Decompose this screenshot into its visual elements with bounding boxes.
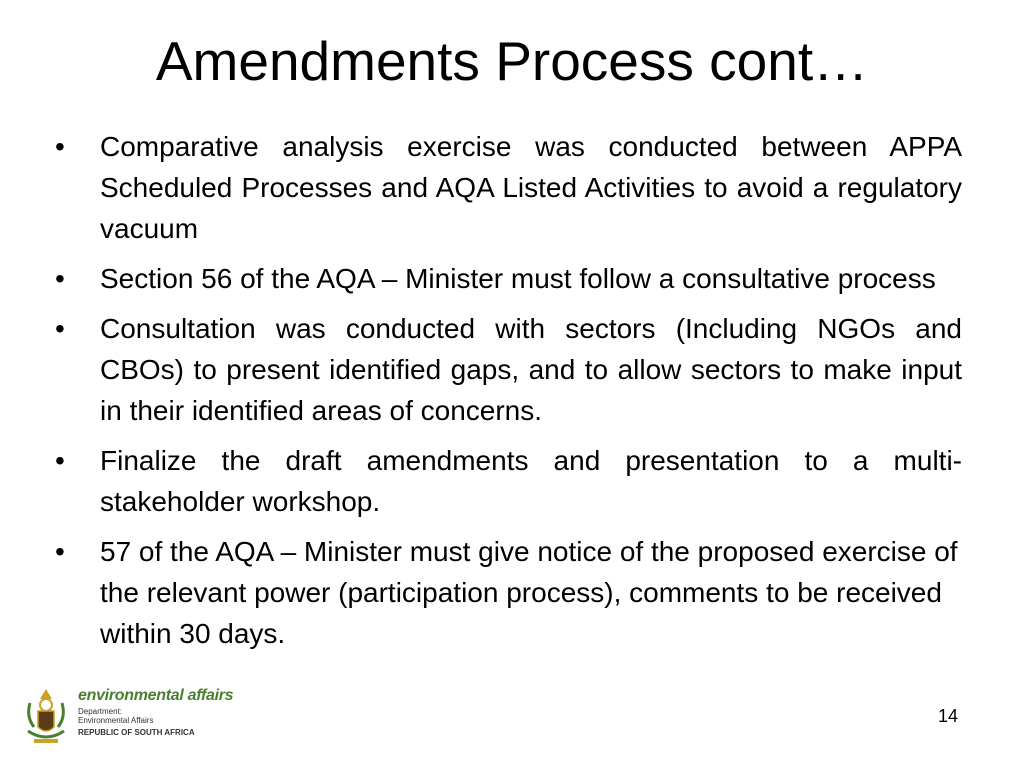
bullet-dot: • xyxy=(55,313,65,344)
bullet-item xyxy=(55,440,962,522)
page-number: 14 xyxy=(938,706,959,726)
bullet-item xyxy=(55,258,962,299)
country-name: REPUBLIC OF SOUTH AFRICA xyxy=(78,728,195,737)
bullet-item xyxy=(55,531,962,654)
department-logo xyxy=(16,683,234,749)
bullet-dot: • xyxy=(55,536,65,567)
bullet-list xyxy=(55,126,962,663)
bullet-dot: • xyxy=(55,263,65,294)
department-name: Department: Environmental Affairs xyxy=(78,707,154,725)
bullet-item xyxy=(55,126,962,249)
coat-of-arms-icon xyxy=(16,683,76,749)
bullet-item xyxy=(55,308,962,431)
slide-title: Amendments Process cont… xyxy=(155,30,869,92)
bullet-text: Section 56 of the AQA – Minister must follow a consultative process xyxy=(100,263,936,294)
bullet-text: Finalize the draft amendments and presentation to a multi-stakeholder workshop. xyxy=(100,445,962,517)
bullet-dot: • xyxy=(55,445,65,476)
bullet-dot: • xyxy=(55,131,65,162)
bullet-text: Comparative analysis exercise was conducted between APPA Scheduled Processes and AQA Listed Activities to avoid a regulatory vacuum xyxy=(100,131,962,244)
org-name: environmental affairs xyxy=(78,687,234,704)
bullet-text: Consultation was conducted with sectors (Including NGOs and CBOs) to present identified gaps, and to allow sectors to make input in their identified areas of concerns. xyxy=(100,313,962,426)
bullet-text: 57 of the AQA – Minister must give notice of the proposed exercise of the relevant power (participation process), comments to be received within 30 days. xyxy=(100,536,958,649)
